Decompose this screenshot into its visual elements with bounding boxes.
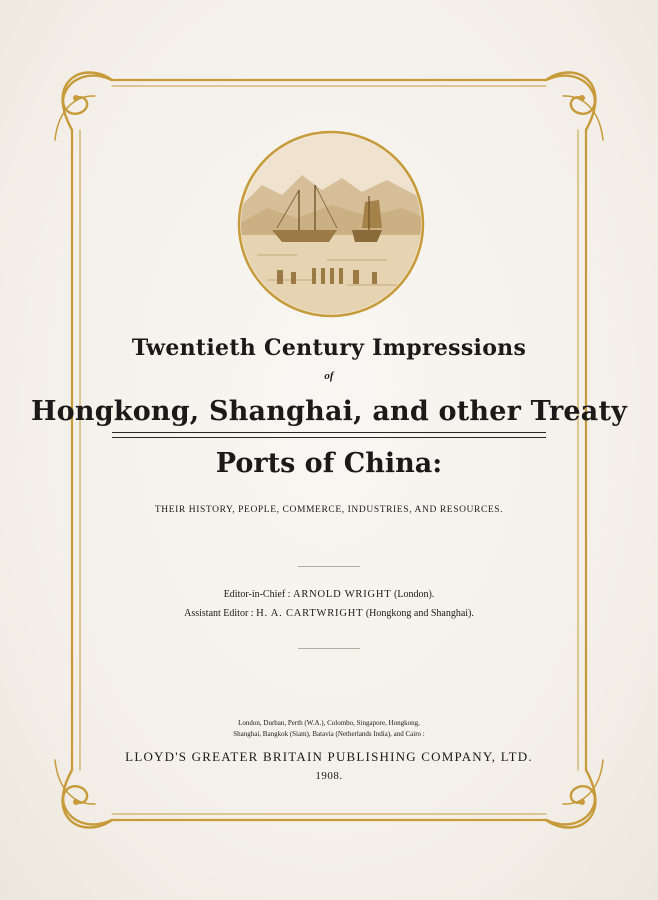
assistant-editor-line [0, 604, 658, 623]
title-line-2: Hongkong, Shanghai, and other Treaty [30, 396, 628, 427]
editor-chief-place: (London). [394, 589, 435, 600]
divider-lower [298, 648, 360, 649]
title-line-1: Twentieth Century Impressions [131, 335, 527, 361]
imprint-cities [0, 718, 658, 740]
divider-upper [298, 566, 360, 567]
publisher-name: LLOYD'S GREATER BRITAIN PUBLISHING COMPANY, LTD. [125, 749, 533, 764]
editors-block [0, 585, 658, 623]
imprint-cities-line-1: London, Durban, Perth (W.A.), Colombo, Singapore, Hongkong, [238, 719, 420, 727]
harbour-medallion-illustration [237, 130, 425, 318]
title-connector-of: of [324, 370, 334, 382]
subtitle: THEIR HISTORY, PEOPLE, COMMERCE, INDUSTRIES, AND RESOURCES. [154, 505, 504, 515]
publication-year: 1908. [315, 770, 343, 782]
title-double-rule [112, 432, 546, 438]
imprint-cities-line-2: Shanghai, Bangkok (Siam), Batavia (Netherlands India), and Cairo : [233, 730, 425, 738]
editor-chief-name: ARNOLD WRIGHT [292, 589, 392, 600]
assistant-editor-place: (Hongkong and Shanghai). [365, 608, 474, 619]
assistant-editor-role: Assistant Editor : [184, 608, 254, 619]
editor-chief-role: Editor-in-Chief : [223, 589, 291, 600]
assistant-editor-name: H. A. CARTWRIGHT [256, 608, 364, 619]
editor-in-chief-line [0, 585, 658, 604]
title-line-3: Ports of China: [215, 448, 443, 479]
